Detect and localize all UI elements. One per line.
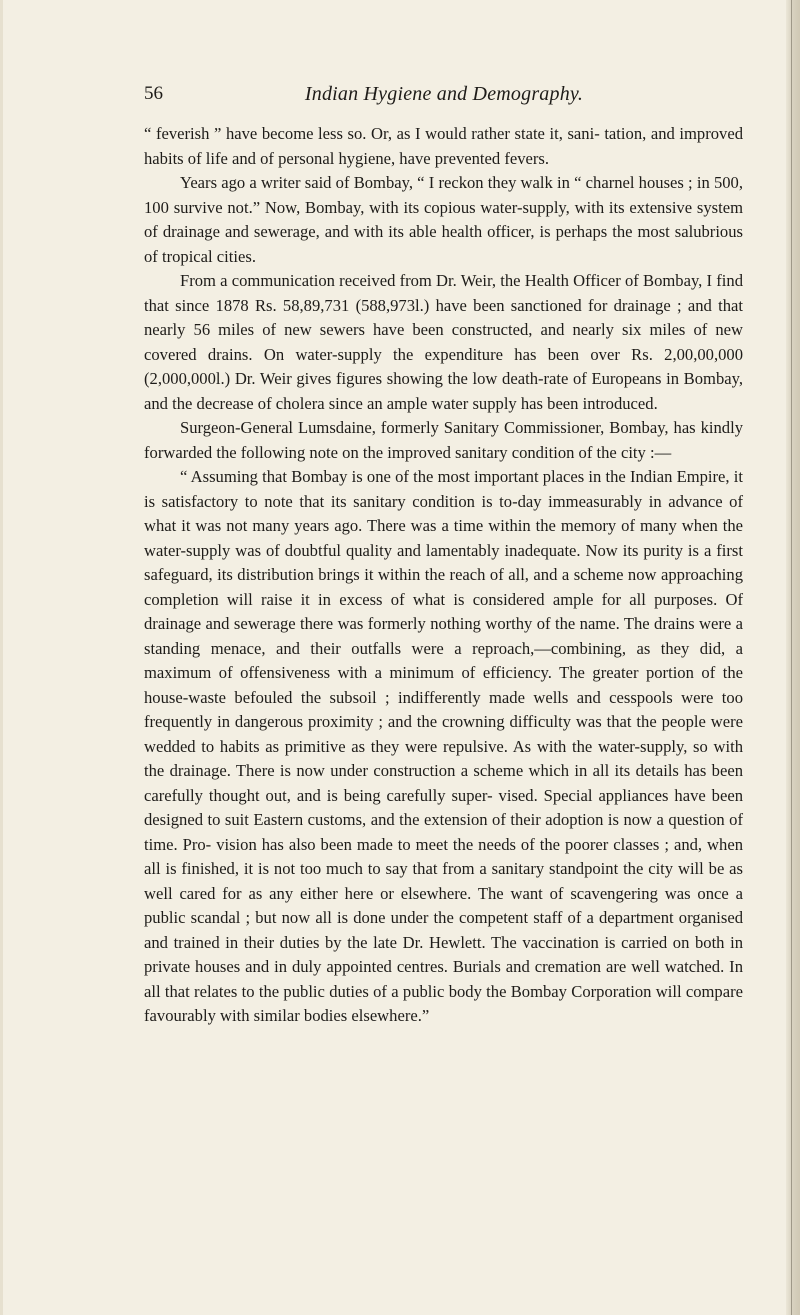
page-left-shadow — [0, 0, 3, 1315]
page-header — [144, 83, 744, 111]
page-binding-edge — [786, 0, 800, 1315]
paragraph: From a communication received from Dr. Weir, the Health Officer of Bombay, I find that since 1878 Rs. 58,89,731 (588,973l.) have been sanctioned for drainage ; and that nearly 56 miles of new sewers have been constructed, and nearly six miles of new covered drains. On water-supply the expenditure has been over Rs. 2,00,00,000 (2,000,000l.) Dr. Weir gives figures showing the low death-rate of Europeans in Bombay, and the decrease of cholera since an ample water supply has been introduced. — [144, 271, 743, 413]
page-number: 56 — [144, 83, 163, 104]
paragraph: Surgeon-General Lumsdaine, formerly Sanitary Commissioner, Bombay, has kindly forwarded the following note on the improved sanitary condition of the city :— — [144, 418, 743, 462]
binding-line — [791, 0, 792, 1315]
paragraph: Years ago a writer said of Bombay, “ I reckon they walk in “ charnel houses ; in 500, 100 survive not.” Now, Bombay, with its copious water-supply, with its extensive system of drainage and sewerage, and with its able health officer, is perhaps the most salubrious of tropical cities. — [144, 173, 743, 266]
body-text — [144, 122, 743, 1029]
paragraph-continuation: “ feverish ” have become less so. Or, as I would rather state it, sani- tation, and improved habits of life and of personal hygiene, have prevented fevers. — [144, 124, 743, 168]
running-title: Indian Hygiene and Demography. — [304, 83, 584, 105]
quoted-note: “ Assuming that Bombay is one of the most important places in the Indian Empire, it is satisfactory to note that its sanitary condition is to-day immeasurably in advance of what it was not many years ago. There was a time within the memory of many when the water-supply was of doubtful quality and lamentably inadequate. Now its purity is a first safeguard, its distribution brings it within the reach of all, and a scheme now approaching completion will raise it in excess of what is considered ample for all purposes. Of drainage and sewerage there was formerly nothing worthy of the name. The drains were a standing menace, and their outfalls were a reproach,—combining, as they did, a maximum of offensiveness with a minimum of efficiency. The greater portion of the house-waste befouled the subsoil ; indifferently made wells and cesspools were too frequently in dangerous proximity ; and the crowning difficulty was that the people were wedded to habits as primitive as they were repulsive. As with the water-supply, so with the drainage. There is now under construction a scheme which in all its details has been carefully thought out, and is being carefully super- vised. Special appliances have been designed to suit Eastern customs, and the extension of their adoption is now a question of time. Pro- vision has also been made to meet the needs of the poorer classes ; and, when all is finished, it is not too much to say that from a sanitary standpoint the city will be as well cared for as any either here or elsewhere. The want of scavengering was once a public scandal ; but now all is done under the competent staff of a department organised and trained in their duties by the late Dr. Hewlett. The vaccination is carried on both in private houses and in duly appointed centres. Burials and cremation are well watched. In all that relates to the public duties of a public body the Bombay Corporation will compare favourably with similar bodies elsewhere.” — [144, 467, 743, 1025]
